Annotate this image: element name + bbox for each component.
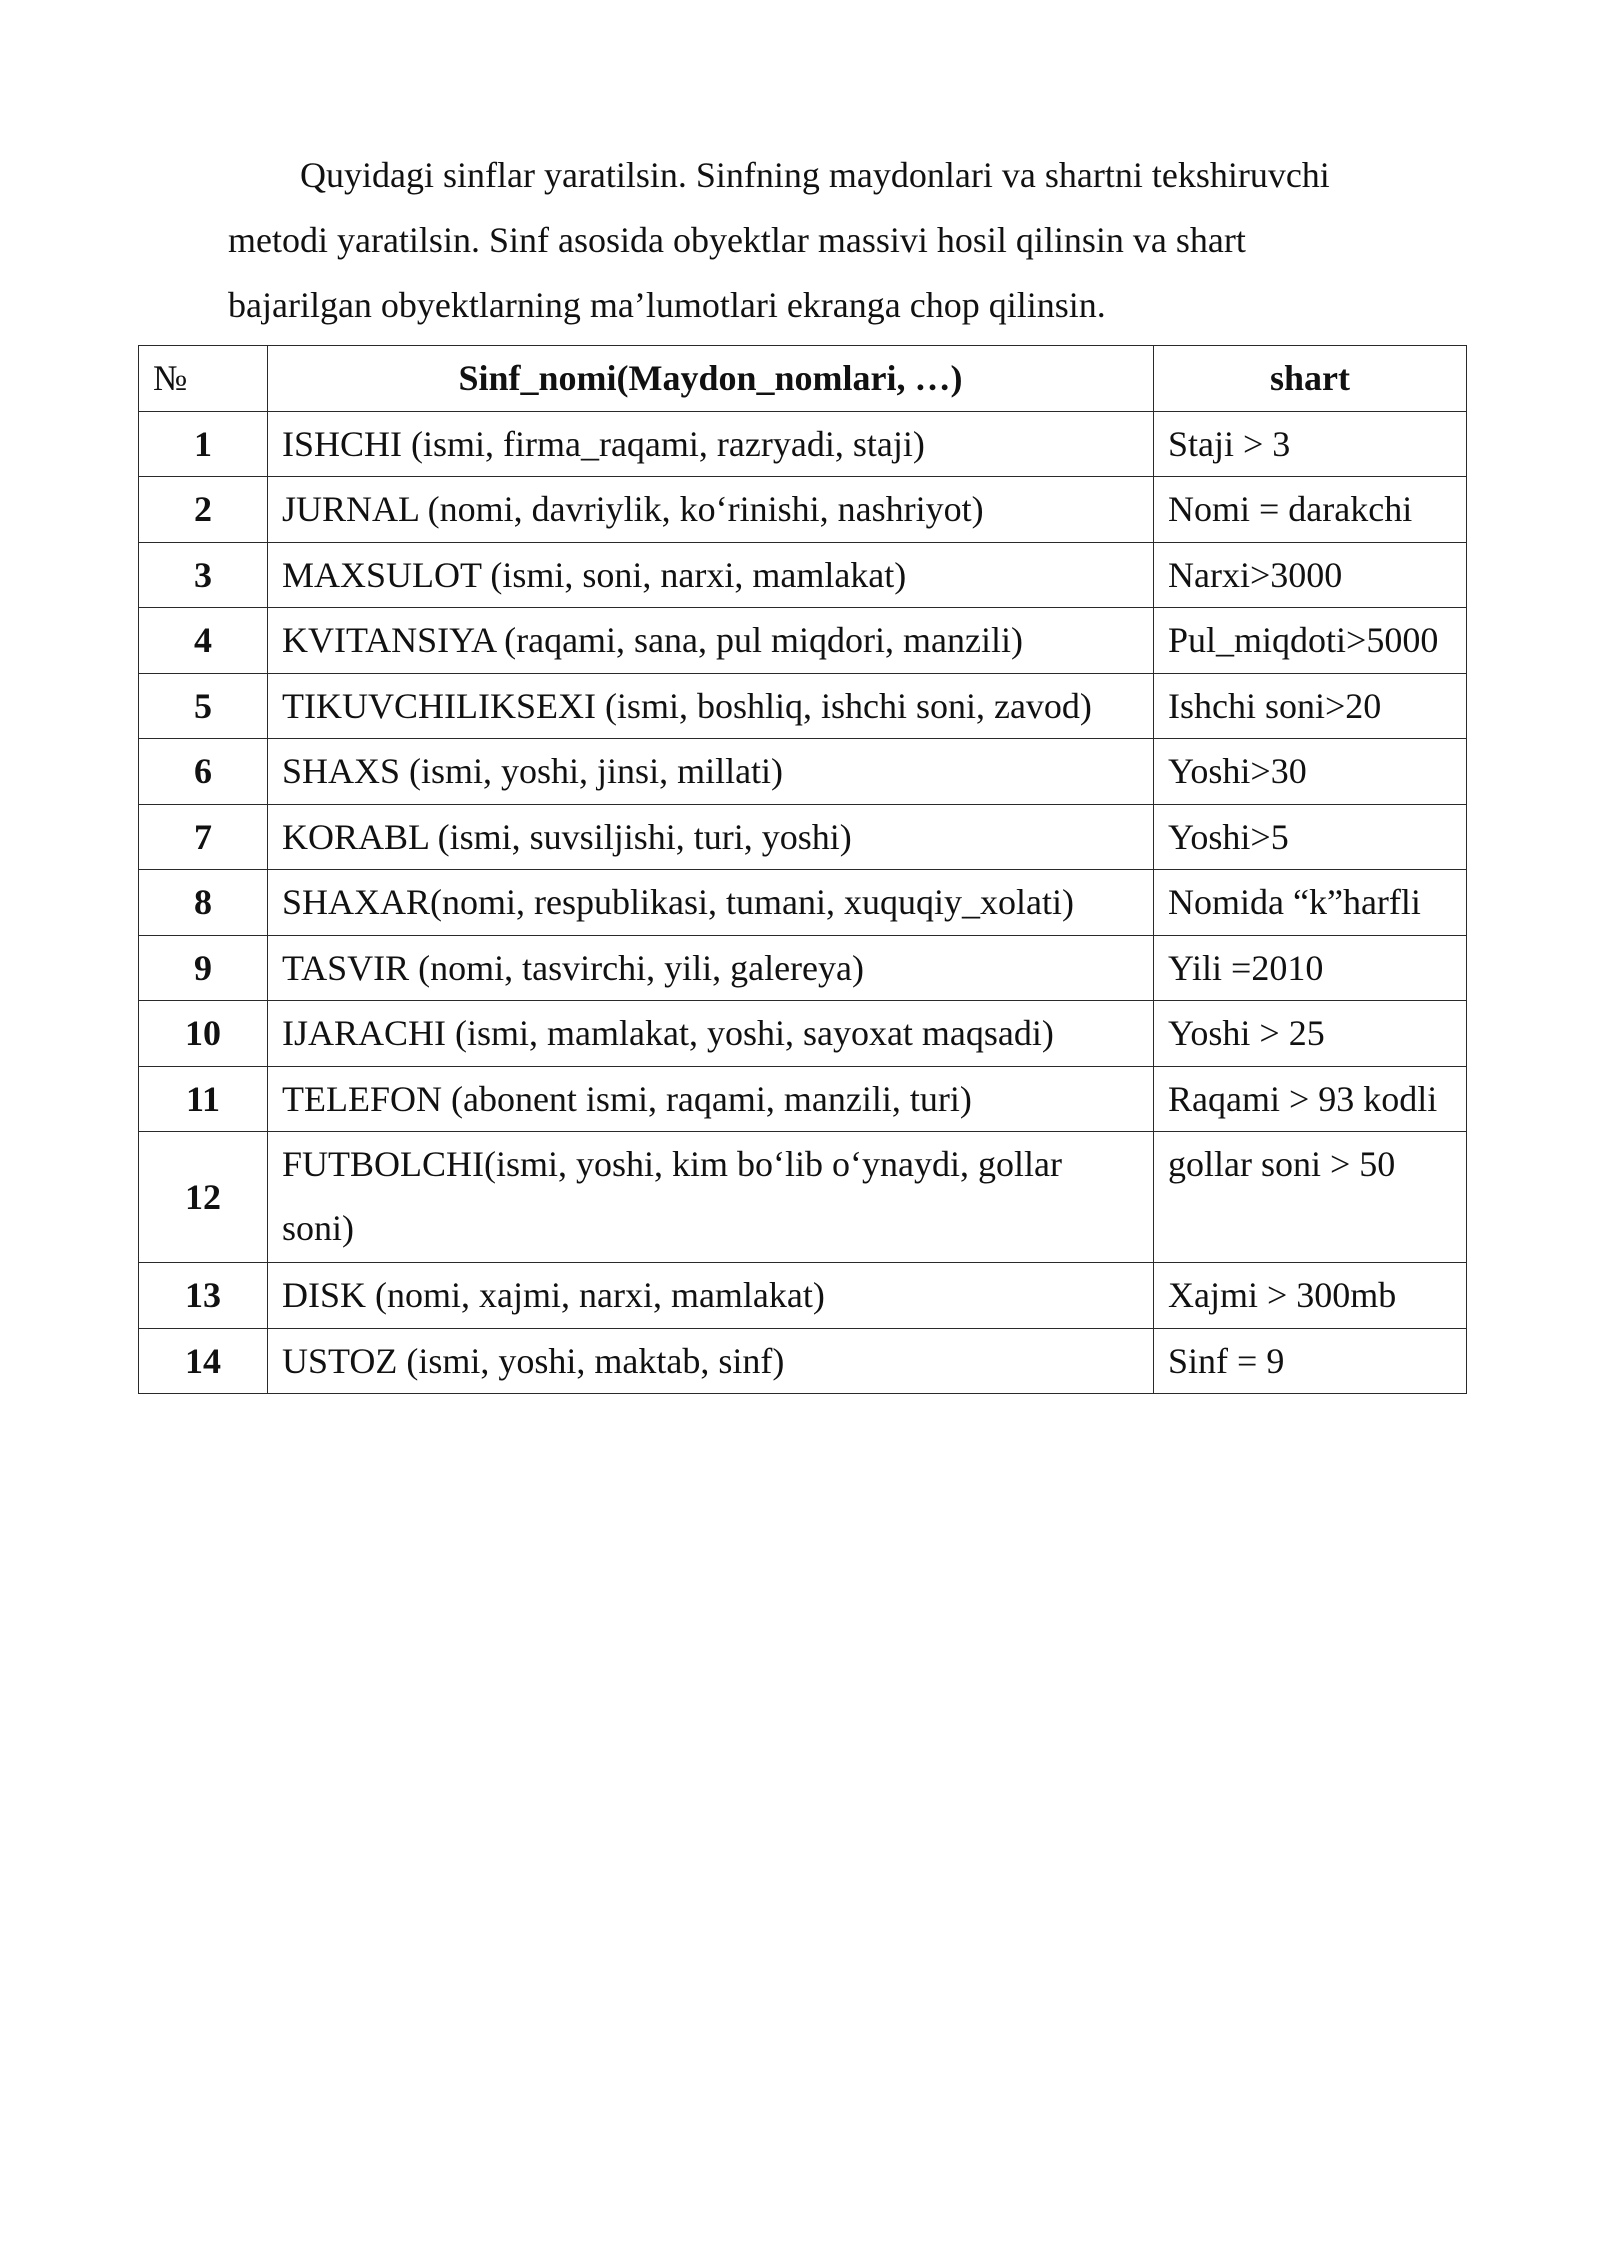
table-row (139, 1132, 1467, 1263)
row-number: 9 (139, 935, 268, 1001)
row-class-name: ISHCHI (ismi, firma_raqami, razryadi, staji) (268, 411, 1154, 477)
table-row (139, 935, 1467, 1001)
row-condition: Xajmi > 300mb (1154, 1263, 1467, 1329)
row-number: 10 (139, 1001, 268, 1067)
row-number: 12 (139, 1132, 268, 1263)
row-number: 4 (139, 608, 268, 674)
row-number: 7 (139, 804, 268, 870)
row-class-name: KORABL (ismi, suvsiljishi, turi, yoshi) (268, 804, 1154, 870)
row-number: 6 (139, 739, 268, 805)
row-class-name: SHAXAR(nomi, respublikasi, tumani, xuquqiy_xolati) (268, 870, 1154, 936)
table-row (139, 411, 1467, 477)
row-condition: Nomi = darakchi (1154, 477, 1467, 543)
row-number: 2 (139, 477, 268, 543)
row-class-name: FUTBOLCHI(ismi, yoshi, kim bo‘lib o‘ynaydi, gollar soni) (268, 1132, 1154, 1263)
row-class-name: SHAXS (ismi, yoshi, jinsi, millati) (268, 739, 1154, 805)
row-class-name: TASVIR (nomi, tasvirchi, yili, galereya) (268, 935, 1154, 1001)
row-condition: gollar soni > 50 (1154, 1132, 1467, 1263)
row-condition: Narxi>3000 (1154, 542, 1467, 608)
row-condition: Raqami > 93 kodli (1154, 1066, 1467, 1132)
row-class-name: KVITANSIYA (raqami, sana, pul miqdori, manzili) (268, 608, 1154, 674)
table-row (139, 870, 1467, 936)
row-class-name: DISK (nomi, xajmi, narxi, mamlakat) (268, 1263, 1154, 1329)
row-number: 8 (139, 870, 268, 936)
row-number: 13 (139, 1263, 268, 1329)
table-row (139, 542, 1467, 608)
intro-paragraph (228, 143, 1448, 338)
table-row (139, 608, 1467, 674)
row-condition: Pul_miqdoti>5000 (1154, 608, 1467, 674)
intro-line: Quyidagi sinflar yaratilsin. Sinfning maydonlari va shartni tekshiruvchi (300, 155, 1330, 195)
row-condition: Yoshi > 25 (1154, 1001, 1467, 1067)
table-row (139, 1328, 1467, 1394)
header-number: № (139, 346, 268, 412)
row-number: 1 (139, 411, 268, 477)
row-class-name: IJARACHI (ismi, mamlakat, yoshi, sayoxat maqsadi) (268, 1001, 1154, 1067)
row-number: 3 (139, 542, 268, 608)
row-condition: Yili =2010 (1154, 935, 1467, 1001)
row-number: 11 (139, 1066, 268, 1132)
table-row (139, 1001, 1467, 1067)
row-number: 14 (139, 1328, 268, 1394)
table-row (139, 804, 1467, 870)
table-row (139, 1066, 1467, 1132)
row-condition: Staji > 3 (1154, 411, 1467, 477)
table-row (139, 739, 1467, 805)
row-class-name: JURNAL (nomi, davriylik, ko‘rinishi, nashriyot) (268, 477, 1154, 543)
header-condition: shart (1154, 346, 1467, 412)
row-condition: Yoshi>30 (1154, 739, 1467, 805)
row-class-name: USTOZ (ismi, yoshi, maktab, sinf) (268, 1328, 1154, 1394)
table-header-row (139, 346, 1467, 412)
intro-line: metodi yaratilsin. Sinf asosida obyektlar massivi hosil qilinsin va shart (228, 220, 1246, 260)
row-condition: Yoshi>5 (1154, 804, 1467, 870)
table-row (139, 673, 1467, 739)
header-class-name: Sinf_nomi(Maydon_nomlari, …) (268, 346, 1154, 412)
row-class-name: TIKUVCHILIKSEXI (ismi, boshliq, ishchi soni, zavod) (268, 673, 1154, 739)
row-class-name: MAXSULOT (ismi, soni, narxi, mamlakat) (268, 542, 1154, 608)
table-row (139, 477, 1467, 543)
row-condition: Sinf = 9 (1154, 1328, 1467, 1394)
table-row (139, 1263, 1467, 1329)
row-condition: Ishchi soni>20 (1154, 673, 1467, 739)
row-number: 5 (139, 673, 268, 739)
intro-line: bajarilgan obyektlarning ma’lumotlari ekranga chop qilinsin. (228, 285, 1106, 325)
row-class-name: TELEFON (abonent ismi, raqami, manzili, turi) (268, 1066, 1154, 1132)
classes-table (138, 345, 1467, 1394)
row-condition: Nomida “k”harfli (1154, 870, 1467, 936)
